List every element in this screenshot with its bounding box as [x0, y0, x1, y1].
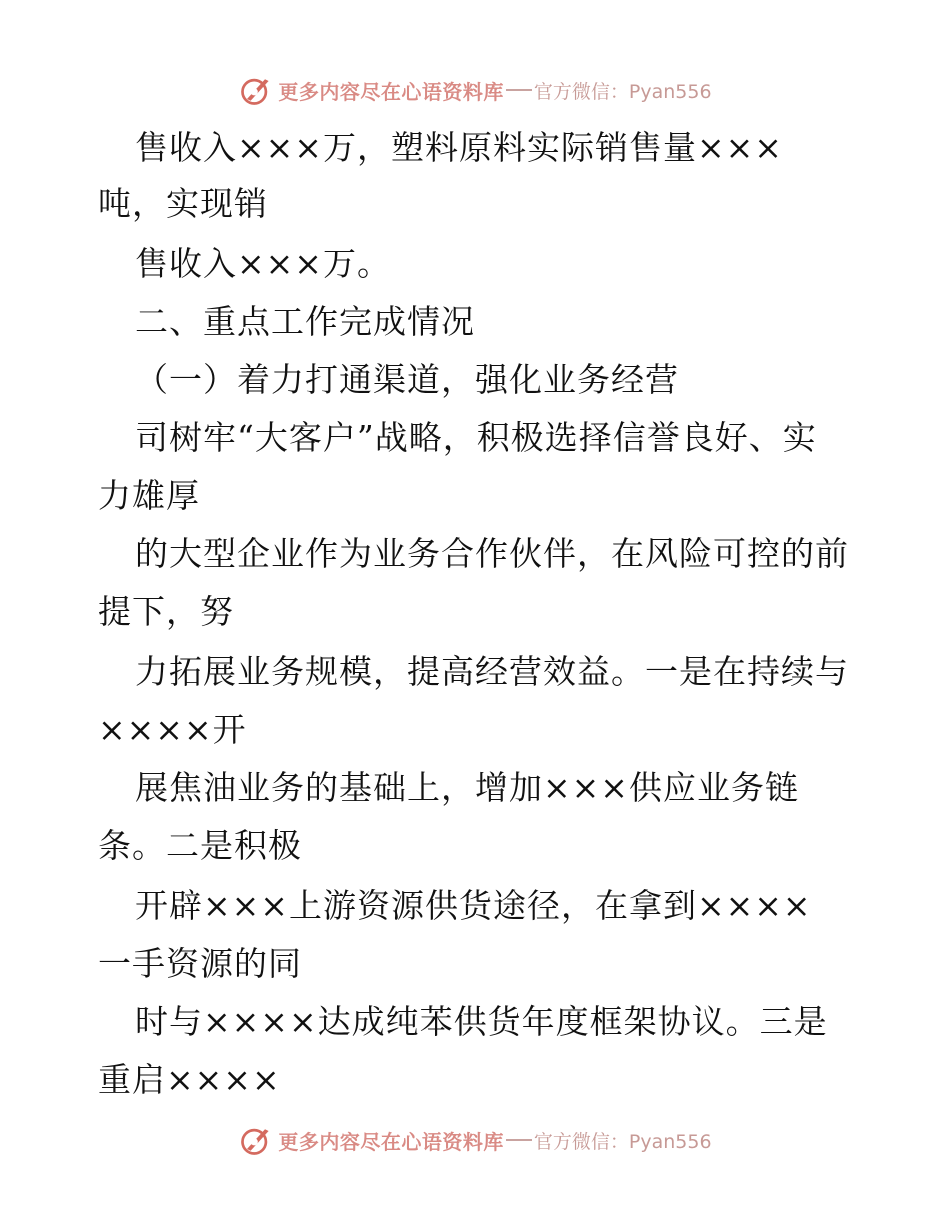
- subsection-heading: （一）着力打通渠道，强化业务经营: [135, 360, 679, 399]
- text-line: 售收入×××万。: [135, 244, 391, 283]
- text-line: 售收入×××万，塑料原料实际销售量×××: [135, 128, 783, 167]
- text-line: 提下，努: [98, 592, 234, 631]
- text-line: 力雄厚: [98, 476, 200, 515]
- text-line: 开辟×××上游资源供货途径，在拿到××××: [135, 886, 812, 925]
- text-line: 吨，实现销: [98, 184, 268, 223]
- text-line: 条。二是积极: [98, 826, 302, 865]
- footer-wechat-text: 官方微信：Pyan556: [533, 1130, 712, 1153]
- quill-logo-icon: [238, 1122, 274, 1158]
- text-line: 展焦油业务的基础上，增加×××供应业务链: [135, 768, 799, 807]
- header-dash: [506, 89, 532, 91]
- footer-brand-text: 更多内容尽在心语资料库: [278, 1129, 504, 1154]
- footer-watermark: [0, 1120, 950, 1160]
- text-line: 的大型企业作为业务合作伙伴，在风险可控的前: [135, 534, 849, 573]
- header-watermark: [0, 70, 950, 110]
- header-brand-text: 更多内容尽在心语资料库: [278, 79, 504, 104]
- text-line: 司树牢“大客户”战略，积极选择信誉良好、实: [135, 418, 817, 457]
- text-line: ××××开: [98, 710, 247, 749]
- footer-dash: [506, 1139, 532, 1141]
- text-line: 重启××××: [98, 1060, 281, 1099]
- header-wechat-text: 官方微信：Pyan556: [533, 80, 712, 103]
- section-heading: 二、重点工作完成情况: [135, 302, 475, 341]
- text-line: 力拓展业务规模，提高经营效益。一是在持续与: [135, 652, 849, 691]
- text-line: 一手资源的同: [98, 944, 302, 983]
- quill-logo-icon: [238, 72, 274, 108]
- text-line: 时与××××达成纯苯供货年度框架协议。三是: [135, 1002, 828, 1041]
